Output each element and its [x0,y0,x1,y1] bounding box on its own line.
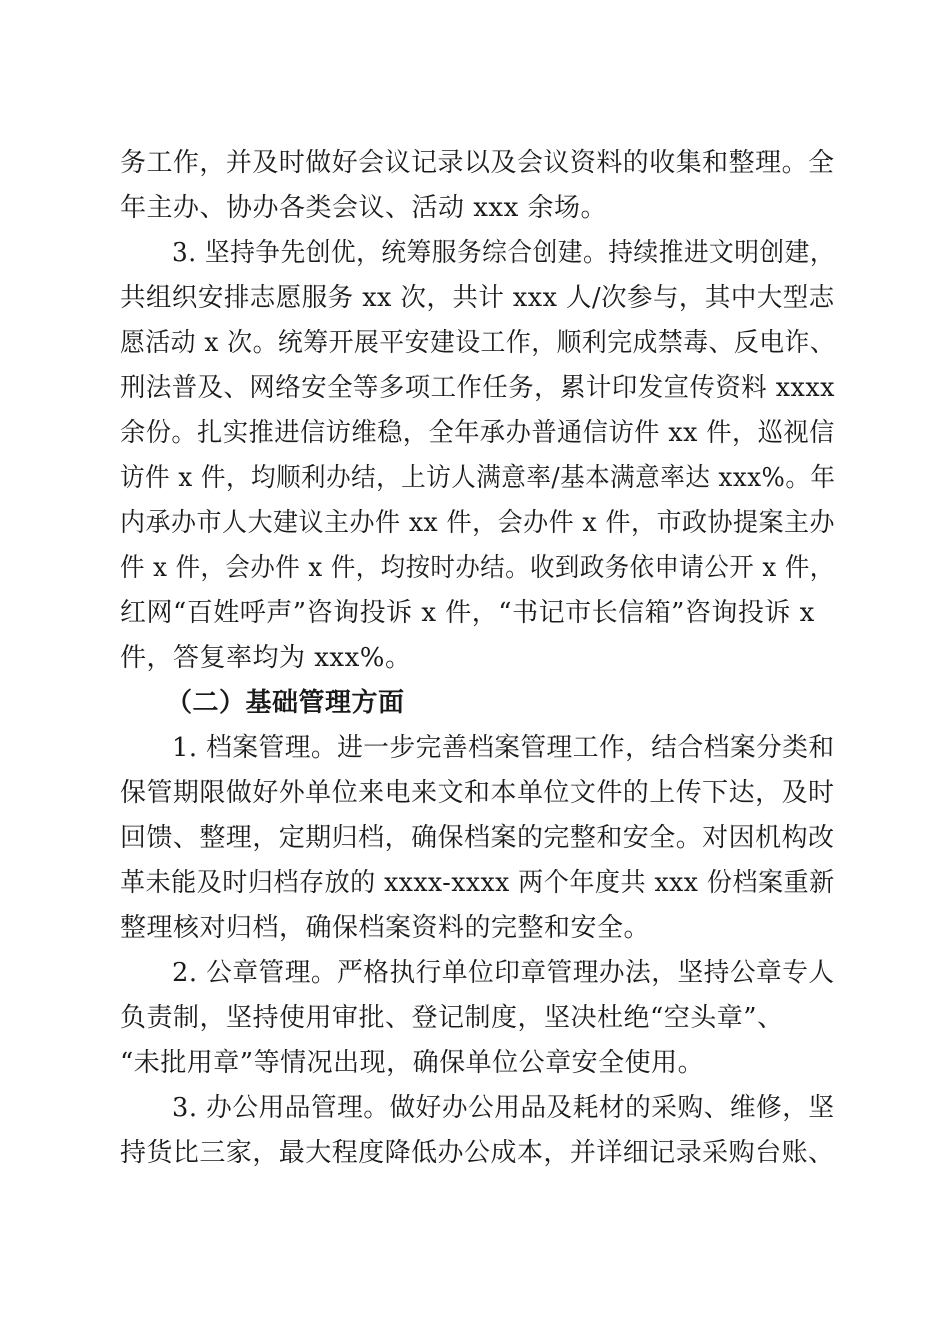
text-line: 刑法普及、网络安全等多项工作任务，累计印发宣传资料 xxxx [120,373,835,403]
text-line: 访件 x 件，均顺利办结，上访人满意率/基本满意率达 xxx%。年 [120,463,836,493]
text-line: 务工作，并及时做好会议记录以及会议资料的收集和整理。全 [120,148,835,178]
text-line: 件 x 件，会办件 x 件，均按时办结。收到政务依申请公开 x 件， [120,553,835,583]
text-line: 余份。扎实推进信访维稳，全年承办普通信访件 xx 件，巡视信 [120,418,835,448]
text-line: 年主办、协办各类会议、活动 xxx 余场。 [120,193,608,223]
text-line: 件，答复率均为 xxx%。 [120,643,412,673]
text-line: 革未能及时归档存放的 xxxx-xxxx 两个年度共 xxx 份档案重新 [120,868,835,898]
text-line: 共组织安排志愿服务 xx 次，共计 xxx 人/次参与，其中大型志 [120,283,835,313]
text-line: 回馈、整理，定期归档，确保档案的完整和安全。对因机构改 [120,823,835,853]
section-heading: （二）基础管理方面 [166,688,405,718]
text-line: 整理核对归档，确保档案资料的完整和安全。 [120,913,651,943]
text-line: 2. 公章管理。严格执行单位印章管理办法，坚持公章专人 [172,958,835,988]
text-line: 内承办市人大建议主办件 xx 件，会办件 x 件，市政协提案主办 [120,508,836,538]
text-line: “未批用章”等情况出现，确保单位公章安全使用。 [120,1048,705,1078]
text-line: 持货比三家，最大程度降低办公成本，并详细记录采购台账、 [120,1138,835,1168]
text-line: 保管期限做好外单位来电来文和本单位文件的上传下达，及时 [120,778,835,808]
text-line: 愿活动 x 次。统筹开展平安建设工作，顺利完成禁毒、反电诈、 [120,328,836,358]
text-line: 3. 坚持争先创优，统筹服务综合创建。持续推进文明创建， [172,238,836,268]
text-line: 红网“百姓呼声”咨询投诉 x 件，“书记市长信箱”咨询投诉 x [120,598,815,628]
text-line: 负责制，坚持使用审批、登记制度，坚决杜绝“空头章”、 [120,1003,784,1033]
text-line: 1. 档案管理。进一步完善档案管理工作，结合档案分类和 [172,733,835,763]
text-line: 3. 办公用品管理。做好办公用品及耗材的采购、维修，坚 [172,1093,835,1123]
